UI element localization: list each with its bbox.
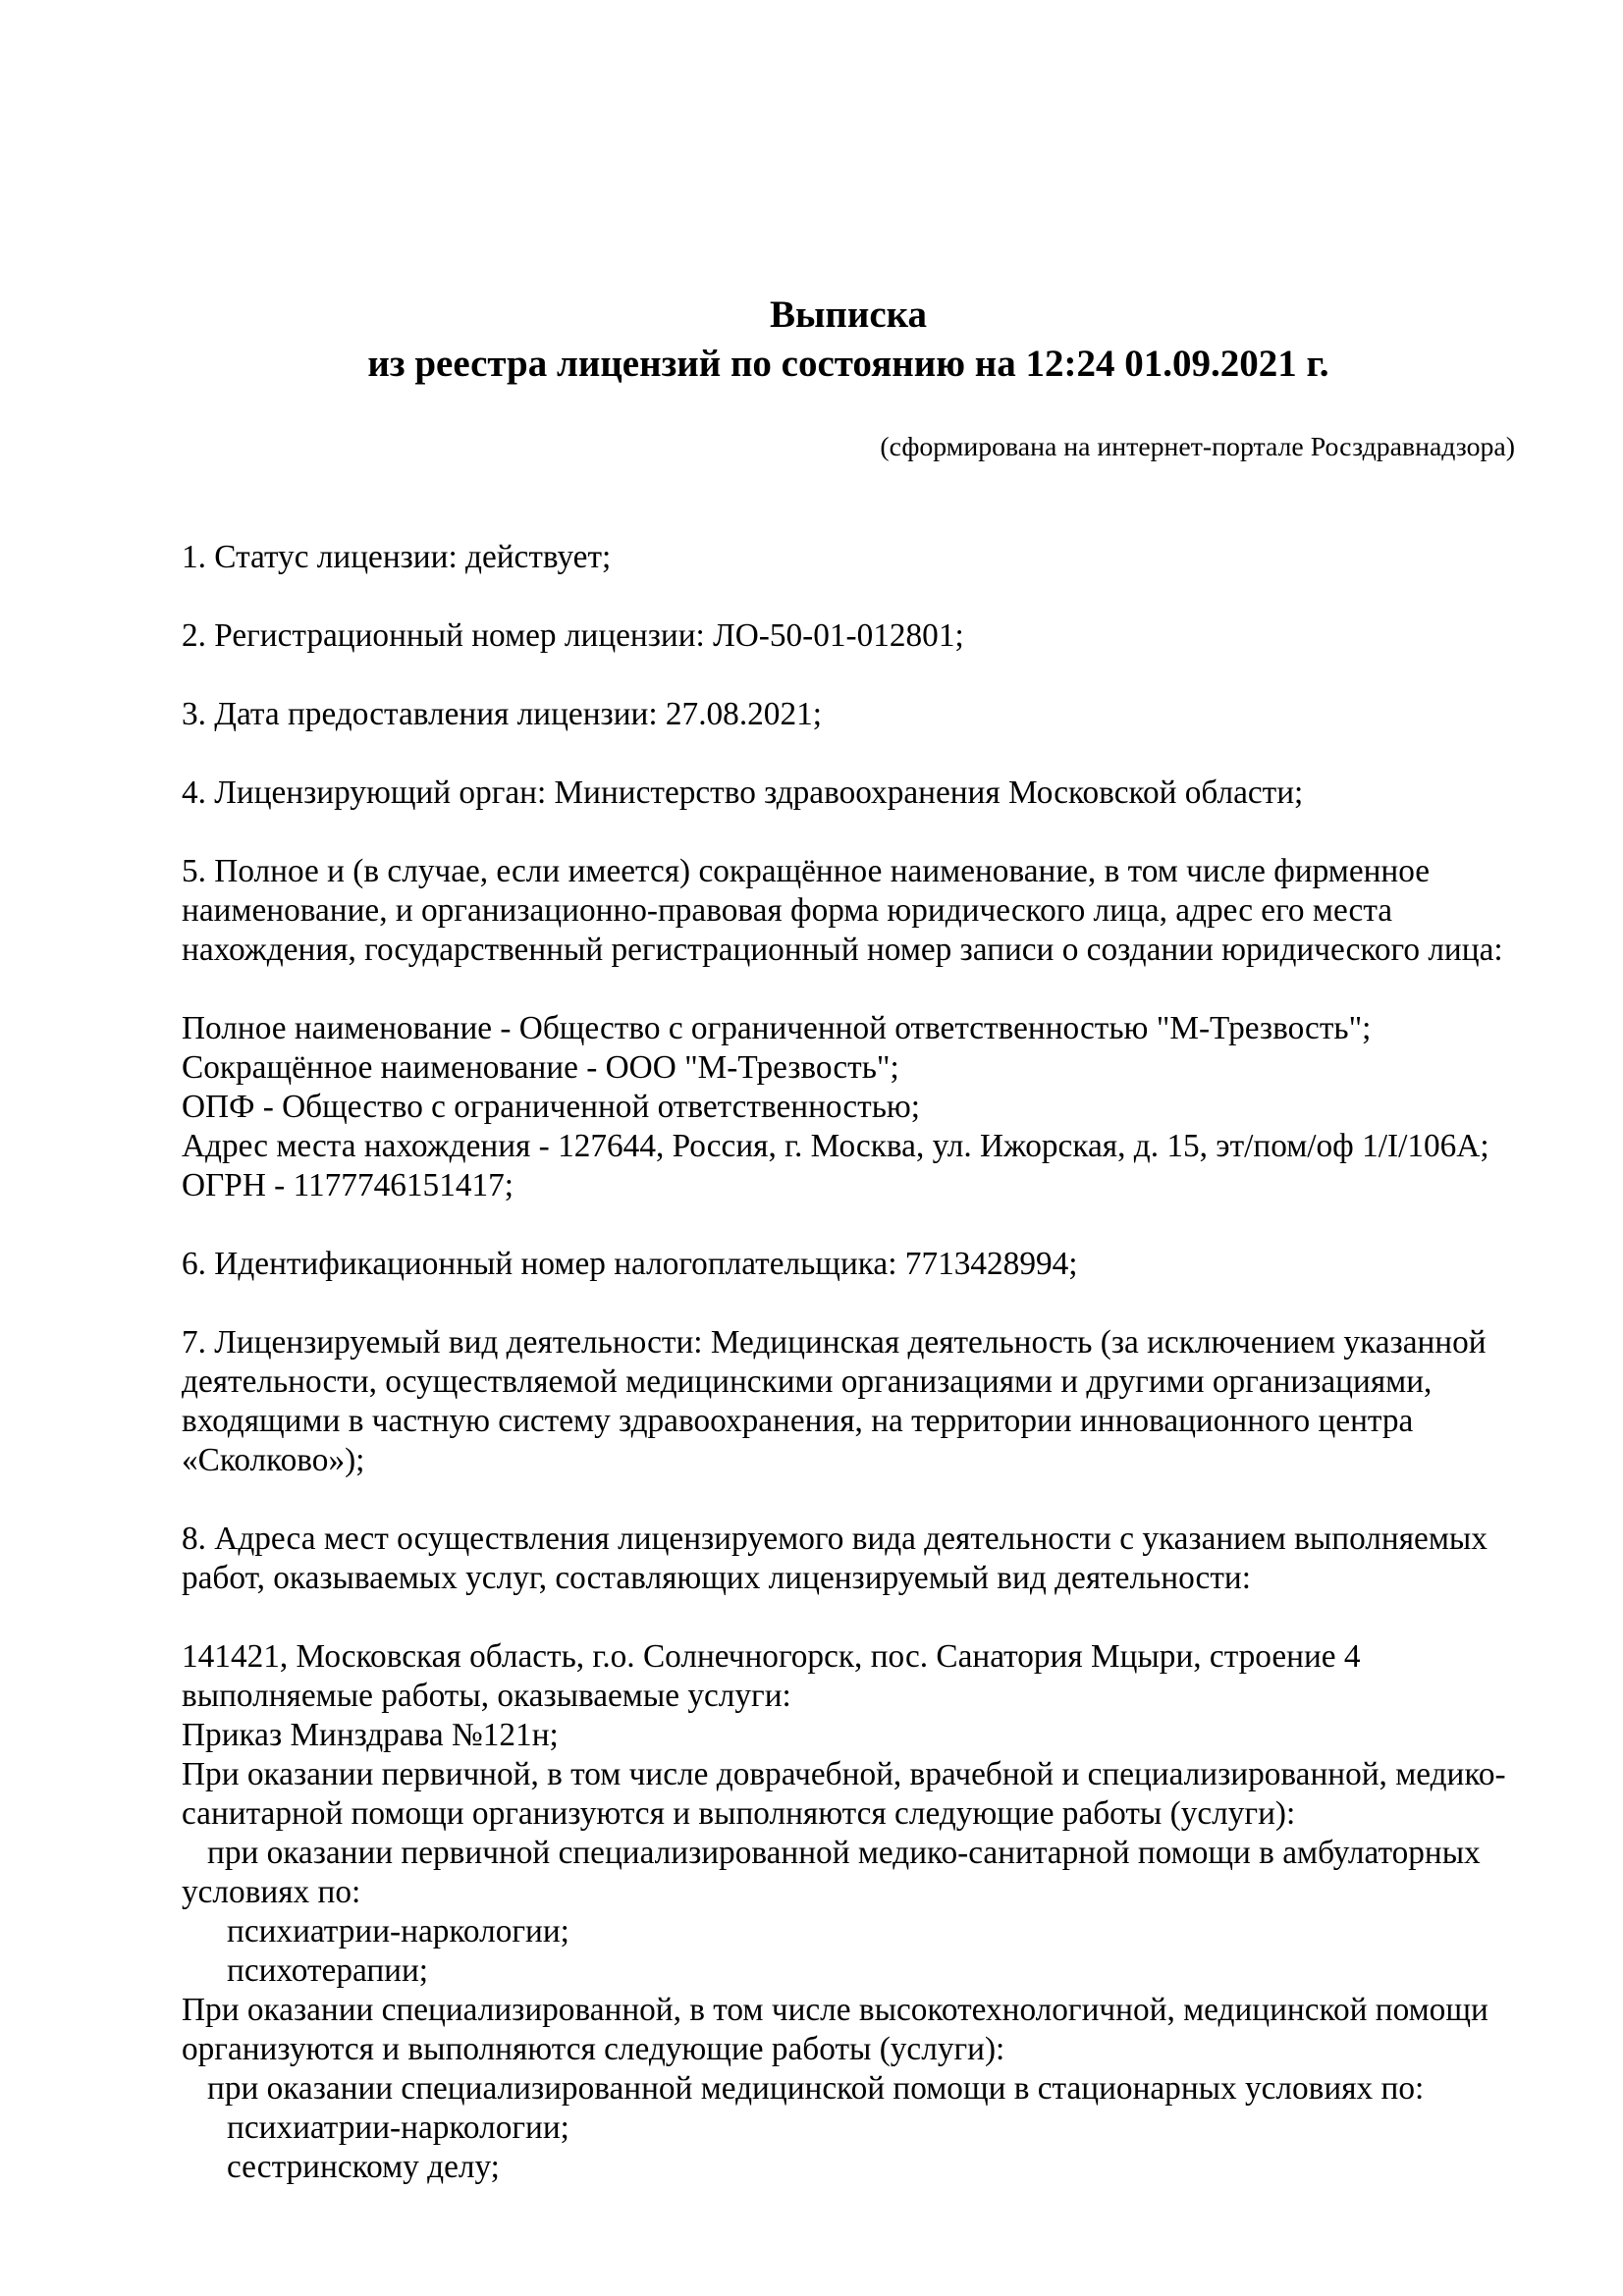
activity-addresses-heading-paragraph: 8. Адреса мест осуществления лицензируемого вида деятельности с указанием выполняемых работ, оказываемых услуг, составляющих лицензируемый вид деятельности: xyxy=(182,1521,1488,1596)
registration-number-paragraph: 2. Регистрационный номер лицензии: ЛО-50-01-012801; xyxy=(182,617,964,654)
license-date-paragraph: 3. Дата предоставления лицензии: 27.08.2021; xyxy=(182,696,822,732)
organization-details-block xyxy=(182,1009,1515,1205)
taxpayer-number-paragraph: 6. Идентификационный номер налогоплательщика: 7713428994; xyxy=(182,1246,1078,1282)
specialized-service-psychiatry-narcology: психиатрии-наркологии; xyxy=(227,2109,569,2146)
organization-info-heading-paragraph: 5. Полное и (в случае, если имеется) сокращённое наименование, в том числе фирменное наименование, и организационно-правовая форма юридического лица, адрес его места нахождения, государственный регистрационный номер записи о создании юридического лица: xyxy=(182,853,1503,968)
activity-site-address: 141421, Московская область, г.о. Солнечногорск, пос. Санатория Мцыри, строение 4 xyxy=(182,1638,1361,1675)
title-line-1: Выписка xyxy=(769,294,928,336)
document-title xyxy=(182,291,1515,389)
primary-ambulatory-conditions: при оказании первичной специализированной медико-санитарной помощи в амбулаторных условиях по: xyxy=(182,1835,1481,1910)
primary-service-psychotherapy: психотерапии; xyxy=(227,1952,429,1989)
organization-full-name: Полное наименование - Общество с ограниченной ответственностью "М-Трезвость"; xyxy=(182,1010,1372,1046)
activity-details-block xyxy=(182,1637,1515,2187)
primary-service-psychiatry-narcology: психиатрии-наркологии; xyxy=(227,1913,569,1949)
document-subtitle: (сформирована на интернет-портале Росздравнадзора) xyxy=(880,432,1515,462)
specialized-care-intro: При оказании специализированной, в том числе высокотехнологичной, медицинской помощи организуются и выполняются следующие работы (услуги): xyxy=(182,1992,1488,2067)
organization-address: Адрес места нахождения - 127644, Россия, г. Москва, ул. Ижорская, д. 15, эт/пом/оф 1/I/106А; xyxy=(182,1128,1489,1164)
licensed-activity-paragraph: 7. Лицензируемый вид деятельности: Медицинская деятельность (за исключением указанной деятельности, осуществляемой медицинскими организациями и другими организациями, входящими в частную систему здравоохранения, на территории инновационного центра «Сколково»); xyxy=(182,1324,1487,1478)
organization-opf: ОПФ - Общество с ограниченной ответственностью; xyxy=(182,1089,921,1125)
title-line-2: из реестра лицензий по состоянию на 12:24 01.09.2021 г. xyxy=(367,343,1329,385)
license-status-paragraph: 1. Статус лицензии: действует; xyxy=(182,539,612,575)
activity-works-label: выполняемые работы, оказываемые услуги: xyxy=(182,1678,791,1714)
specialized-stationary-conditions: при оказании специализированной медицинской помощи в стационарных условиях по: xyxy=(207,2070,1425,2107)
licensing-authority-paragraph: 4. Лицензирующий орган: Министерство здравоохранения Московской области; xyxy=(182,774,1304,811)
primary-care-intro: При оказании первичной, в том числе доврачебной, врачебной и специализированной, медико-санитарной помощи организуются и выполняются следующие работы (услуги): xyxy=(182,1756,1506,1832)
organization-ogrn: ОГРН - 1177746151417; xyxy=(182,1167,514,1203)
activity-order-reference: Приказ Минздрава №121н; xyxy=(182,1717,559,1753)
organization-short-name: Сокращённое наименование - ООО "М-Трезвость"; xyxy=(182,1049,899,1086)
specialized-service-nursing: сестринскому делу; xyxy=(227,2149,500,2185)
